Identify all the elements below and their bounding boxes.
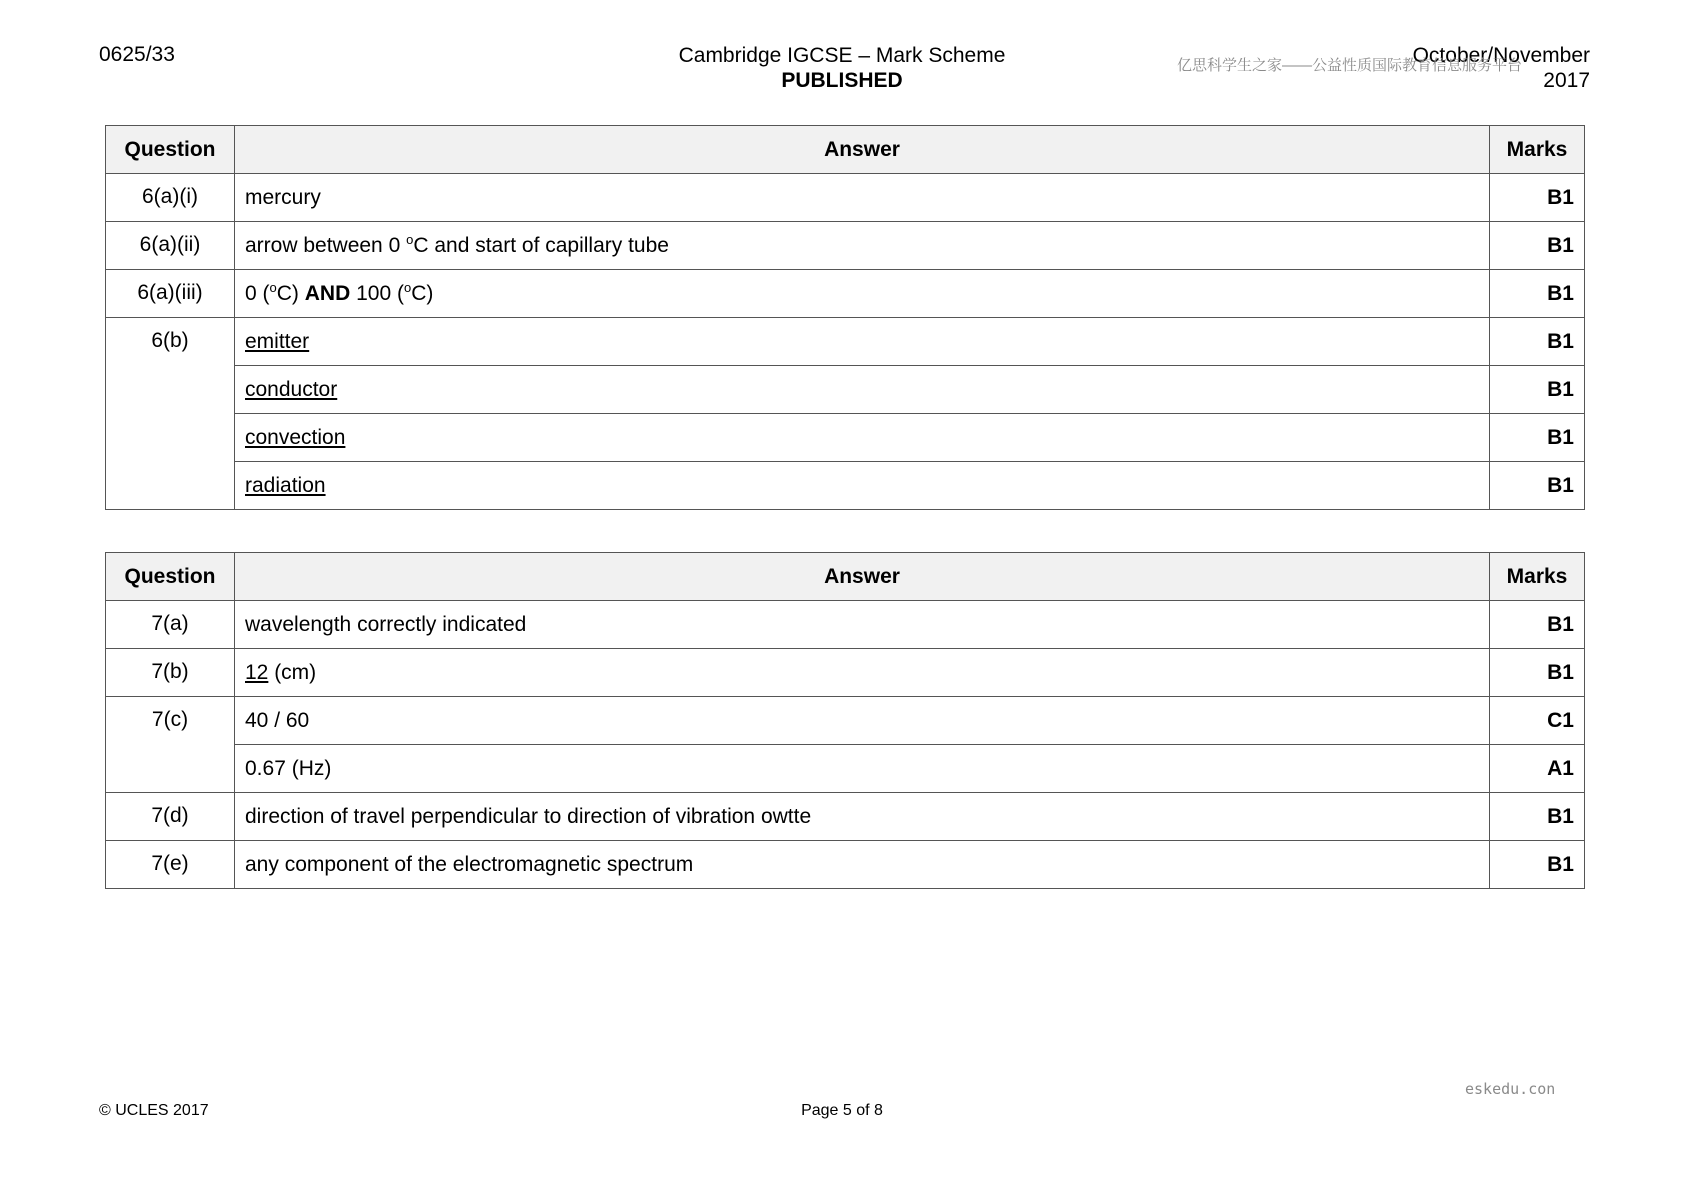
document-title [592, 43, 1092, 93]
table-row [106, 697, 1585, 745]
watermark-bottom: eskedu.con [1465, 1080, 1556, 1098]
question-column-header: Question [106, 553, 235, 601]
table-row [106, 793, 1585, 841]
answer-column-header: Answer [235, 553, 1490, 601]
mark-cell: B1 [1490, 649, 1585, 697]
question-cell: 7(b) [106, 649, 235, 697]
table-row [106, 745, 1585, 793]
table-row [106, 222, 1585, 270]
marks-column-header: Marks [1490, 126, 1585, 174]
answer-cell: wavelength correctly indicated [235, 601, 1490, 649]
degree-symbol: o [269, 279, 277, 295]
table-row [106, 462, 1585, 510]
mark-cell: B1 [1490, 318, 1585, 366]
answer-cell: direction of travel perpendicular to direction of vibration owtte [235, 793, 1490, 841]
mark-cell: B1 [1490, 841, 1585, 889]
answer-text: C and start of capillary tube [413, 233, 669, 257]
answer-cell [235, 270, 1490, 318]
marks-column-header: Marks [1490, 553, 1585, 601]
paper-code: 0625/33 [99, 43, 175, 66]
question-cell: 7(a) [106, 601, 235, 649]
question-cell: 7(d) [106, 793, 235, 841]
table-row [106, 649, 1585, 697]
table-row [106, 270, 1585, 318]
question-cell: 6(a)(iii) [106, 270, 235, 318]
answer-cell [235, 414, 1490, 462]
degree-symbol: o [406, 231, 414, 247]
mark-scheme-table-q7 [105, 552, 1585, 889]
answer-text: 100 ( [350, 281, 404, 305]
mark-cell: B1 [1490, 462, 1585, 510]
session-label: October/November [1412, 44, 1590, 67]
answer-text: 0 ( [245, 281, 270, 305]
table-row [106, 174, 1585, 222]
answer-cell: 0.67 (Hz) [235, 745, 1490, 793]
answer-text: C) [411, 281, 434, 305]
watermark-top: 亿思科学生之家——公益性质国际教育信息服务平台 [1177, 57, 1523, 74]
answer-text: (cm) [268, 660, 317, 684]
page-number: Page 5 of 8 [801, 1102, 883, 1119]
question-cell: 6(b) [106, 318, 235, 510]
answer-text: arrow between 0 [245, 233, 401, 257]
mark-cell: B1 [1490, 270, 1585, 318]
and-keyword: AND [304, 281, 351, 305]
mark-cell: B1 [1490, 366, 1585, 414]
answer-cell: 40 / 60 [235, 697, 1490, 745]
mark-cell: B1 [1490, 793, 1585, 841]
table-row [106, 601, 1585, 649]
table-header-row [106, 553, 1585, 601]
answer-text: radiation [245, 473, 326, 497]
mark-scheme-table-q6 [105, 125, 1585, 510]
mark-cell: B1 [1490, 222, 1585, 270]
mark-cell: B1 [1490, 414, 1585, 462]
question-cell: 6(a)(i) [106, 174, 235, 222]
mark-cell: A1 [1490, 745, 1585, 793]
answer-cell [235, 318, 1490, 366]
answer-text: conductor [245, 377, 338, 401]
question-cell: 7(e) [106, 841, 235, 889]
table-header-row [106, 126, 1585, 174]
answer-text: emitter [245, 329, 310, 353]
question-cell: 6(a)(ii) [106, 222, 235, 270]
mark-cell: B1 [1490, 601, 1585, 649]
document-title-text: Cambridge IGCSE – Mark Scheme [678, 44, 1006, 67]
mark-cell: C1 [1490, 697, 1585, 745]
answer-cell [235, 366, 1490, 414]
degree-symbol: o [403, 279, 412, 295]
answer-column-header: Answer [235, 126, 1490, 174]
answer-cell [235, 222, 1490, 270]
answer-cell: mercury [235, 174, 1490, 222]
table-row [106, 318, 1585, 366]
answer-cell: any component of the electromagnetic spectrum [235, 841, 1490, 889]
table-row [106, 414, 1585, 462]
copyright-notice: © UCLES 2017 [99, 1102, 209, 1119]
answer-cell [235, 462, 1490, 510]
answer-cell [235, 649, 1490, 697]
answer-text: 12 [245, 660, 269, 684]
table-row [106, 841, 1585, 889]
published-label: PUBLISHED [781, 69, 903, 92]
mark-cell: B1 [1490, 174, 1585, 222]
question-cell: 7(c) [106, 697, 235, 793]
answer-text: C) [276, 281, 305, 305]
table-row [106, 366, 1585, 414]
answer-text: convection [245, 425, 346, 449]
session-year: 2017 [1543, 69, 1590, 92]
question-column-header: Question [106, 126, 235, 174]
